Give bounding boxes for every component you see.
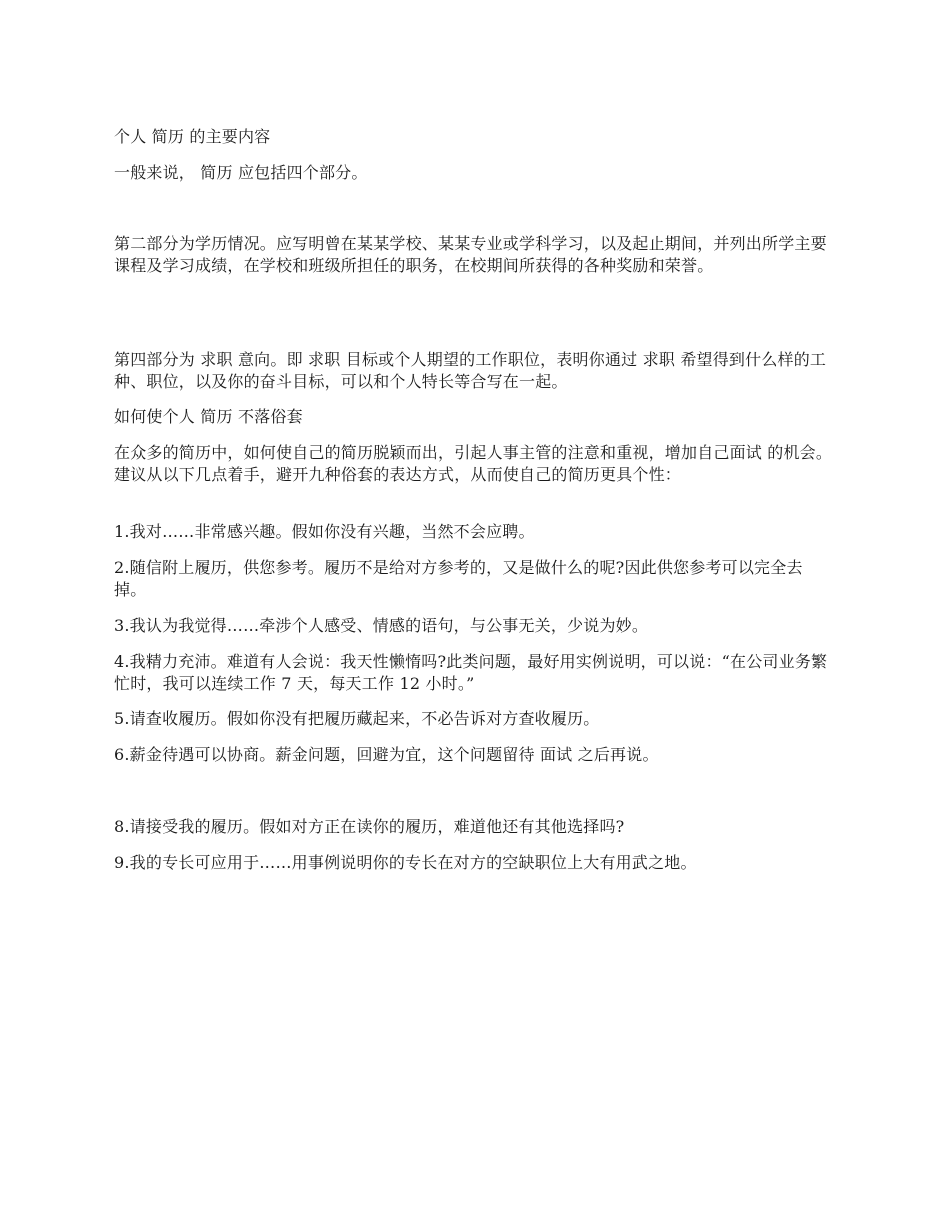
part2-paragraph: 第二部分为学历情况。应写明曾在某某学校、某某专业或学科学习，以及起止期间，并列出所学主要课程及学习成绩，在学校和班级所担任的职务，在校期间所获得的各种奖励和荣誉。 [114,234,827,275]
list-item: 1.我对……非常感兴趣。假如你没有兴趣，当然不会应聘。 [114,522,535,541]
advice-intro-paragraph: 在众多的简历中，如何使自己的简历脱颖而出，引起人事主管的注意和重视，增加自己面试 的机会。建议从以下几点着手，避开九种俗套的表达方式，从而使自己的简历更具个性： [114,443,833,484]
document-title: 个人 简历 的主要内容 [114,127,271,146]
list-item: 6.薪金待遇可以协商。薪金问题，回避为宜，这个问题留待 面试 之后再说。 [114,745,659,764]
intro-paragraph: 一般来说， 简历 应包括四个部分。 [114,163,368,182]
list-item: 8.请接受我的履历。假如对方正在读你的履历，难道他还有其他选择吗? [114,817,625,836]
list-item: 4.我精力充沛。难道有人会说：我天性懒惰吗?此类问题，最好用实例说明，可以说：“在公司业务繁忙时，我可以连续工作 7 天，每天工作 12 小时。” [114,652,828,693]
section-heading: 如何使个人 简历 不落俗套 [114,407,303,426]
list-item: 9.我的专长可应用于……用事例说明你的专长在对方的空缺职位上大有用武之地。 [114,853,697,872]
list-item: 3.我认为我觉得……牵涉个人感受、情感的语句，与公事无关，少说为妙。 [114,616,649,635]
list-item: 5.请查收履历。假如你没有把履历藏起来，不必告诉对方查收履历。 [114,709,600,728]
part4-paragraph: 第四部分为 求职 意向。即 求职 目标或个人期望的工作职位，表明你通过 求职 希望得到什么样的工种、职位，以及你的奋斗目标，可以和个人特长等合写在一起。 [114,350,827,391]
list-item: 2.随信附上履历，供您参考。履历不是给对方参考的，又是做什么的呢?因此供您参考可以完全去掉。 [114,558,803,599]
